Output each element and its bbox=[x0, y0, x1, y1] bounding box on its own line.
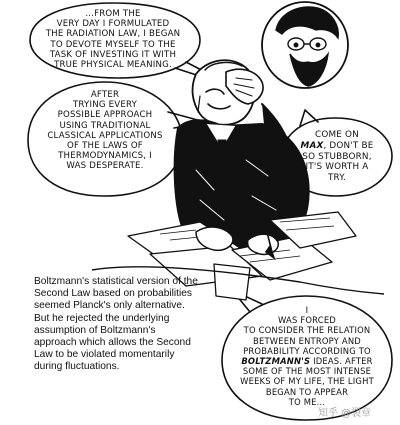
bubble-line: I bbox=[305, 305, 309, 315]
bubble-line bbox=[292, 141, 382, 152]
bubble-line: BETWEEN ENTROPY AND bbox=[253, 335, 361, 346]
speech-bubble-after-trying bbox=[36, 90, 174, 172]
bubble-line: TRY. bbox=[327, 173, 347, 184]
bubble-line: SO STUBBORN, bbox=[302, 151, 372, 162]
bubble-line: TASK OF INVESTING IT WITH bbox=[49, 49, 177, 60]
caption-line: Second Law based on probabilities bbox=[34, 288, 193, 300]
bubble-line: WEEKS OF MY LIFE, THE LIGHT bbox=[240, 376, 374, 387]
caption-line: Boltzmann's statistical version of the bbox=[34, 276, 198, 287]
speech-bubble-from-day bbox=[38, 9, 188, 70]
bubble-line: ...FROM THE bbox=[85, 9, 141, 19]
bubble-line: TO CONSIDER THE RELATION bbox=[243, 325, 371, 336]
speech-bubble-come-on bbox=[292, 130, 382, 184]
caption-line: during fluctuations. bbox=[34, 361, 120, 373]
bubble-line: TRUE PHYSICAL MEANING. bbox=[54, 60, 172, 71]
speech-bubble-forced bbox=[232, 305, 382, 407]
bubble-line: THERMODYNAMICS, I bbox=[58, 151, 152, 162]
bubble-line: WAS DESPERATE. bbox=[66, 161, 144, 172]
bubble-line bbox=[232, 356, 382, 366]
bubble-line: AFTER bbox=[90, 90, 120, 100]
caption-line: approach which allows the Second bbox=[34, 337, 191, 349]
boltzmann-portrait bbox=[262, 2, 348, 88]
bubble-text: , DON'T BE bbox=[323, 140, 374, 151]
bubble-line: USING TRADITIONAL bbox=[59, 120, 151, 131]
bubble-line: VERY DAY I FORMULATED bbox=[56, 19, 170, 30]
bubble-line: POSSIBLE APPROACH bbox=[57, 110, 153, 121]
caption-line: Law to be violated momentarily bbox=[34, 349, 175, 361]
bubble-tail-come-on bbox=[300, 110, 318, 126]
bubble-line: THE RADIATION LAW, I BEGAN bbox=[45, 29, 181, 40]
bubble-text: IDEAS. AFTER bbox=[310, 356, 373, 367]
watermark: 知乎 @裂章 bbox=[318, 408, 372, 419]
caption-line: But he rejected the underlying bbox=[34, 312, 170, 324]
bubble-line: PROBABILITY ACCORDING TO bbox=[243, 345, 371, 356]
bubble-line: WAS FORCED bbox=[278, 315, 336, 326]
bubble-line: OF THE LAWS OF bbox=[67, 141, 143, 152]
caption-line: seemed Planck's only alternative. bbox=[34, 300, 185, 312]
bubble-line: TRYING EVERY bbox=[72, 100, 138, 111]
emphasis-boltzmann: BOLTZMANN'S bbox=[241, 356, 311, 367]
bubble-line: COME ON bbox=[315, 130, 359, 140]
bubble-line: TO ME... bbox=[288, 396, 326, 407]
bubble-line: CLASSICAL APPLICATIONS bbox=[47, 130, 163, 141]
bubble-line: IT'S WORTH A bbox=[305, 162, 369, 173]
emphasis-max: MAX bbox=[300, 140, 324, 151]
caption-line: assumption of Boltzmann's bbox=[34, 324, 156, 336]
bubble-line: BEGAN TO APPEAR bbox=[265, 386, 349, 397]
bubble-line: TO DEVOTE MYSELF TO THE bbox=[50, 39, 176, 50]
caption-text bbox=[34, 276, 212, 374]
bubble-line: SOME OF THE MOST INTENSE bbox=[242, 366, 372, 377]
